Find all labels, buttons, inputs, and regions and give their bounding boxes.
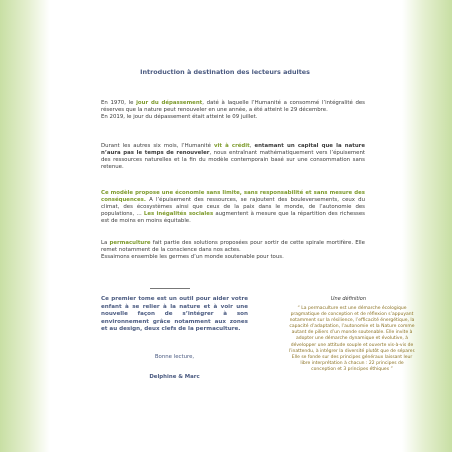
p1-text-d: En 2019, le jour du dépassement était atteint le 09 juillet. <box>101 114 258 120</box>
greeting: Bonne lecture, <box>154 354 195 360</box>
paragraph-model <box>101 190 365 225</box>
paragraph-credit <box>101 143 365 171</box>
page-title: Introduction à destination des lecteurs adultes <box>140 68 310 76</box>
divider <box>150 288 190 289</box>
paragraph-permaculture <box>101 240 365 261</box>
p2-highlight-credit: vit à crédit <box>213 143 250 149</box>
p4-text-a: La <box>101 240 110 246</box>
p2-text-c: , <box>249 143 255 149</box>
p3-text-b: A l’épuisement des ressources, se rajoutent des bouleversements, ceux du climat, des écosystèmes ainsi que ceux de la paix dans le monde, de l’autonomie des populations, … <box>101 197 365 217</box>
p3-text-d: augmentent à mesure que la répartition des richesses est de moins en moins équitable. <box>101 211 365 224</box>
p1-highlight: jour du dépassement <box>136 100 203 106</box>
signature: Delphine & Marc <box>149 374 200 380</box>
p4-text-d: Essaimons ensemble les germes d’un monde soutenable pour tous. <box>101 254 284 260</box>
p3-highlight-inequality: Les inégalités sociales <box>143 211 214 217</box>
p1-text-c: , daté à laquelle l’Humanité a consommé l’intégralité des réserves que la nature peut renouveler en une année, a été atteint le 29 décembre. <box>101 100 365 113</box>
p1-text-a: En 1970, le <box>101 100 137 106</box>
definition-text: “ La permaculture est une démarche écologique pragmatique de conception et de réflexion s’appuyant notamment sur la résilience, l’efficacité énergétique, la capacité d’adaptation, l’autonomie et la Nature comme autant de piliers d’un monde soutenable. Elle invite à adopter une démarche dynamique et évolutive, à développer une attitude souple et ouverte vis-à-vis de l’inattendu, à intégrer la diversité plutôt que de séparer. Elle se fonde sur des principes généraux laissant leur libre interprétation à chacun : 22 principes de conception et 3 principes éthiques ” <box>288 306 416 372</box>
paragraph-overshoot-day <box>101 100 365 121</box>
p2-text-e: , nous entraînant mathématiquement vers l’épuisement des ressources naturelles et la fin du modèle contemporain basé sur une consommation sans retenue. <box>101 150 365 170</box>
closing-paragraph: Ce premier tome est un outil pour aider votre enfant à se relier à la nature et à voir une nouvelle façon de s’intégrer à son environnement grâce notamment aux zones et au design, deux clefs de la permaculture. <box>101 296 248 333</box>
definition-label: Une définition <box>330 296 366 302</box>
p2-highlight-capital: entamant un capital que la nature n’aura pas le temps de renouveler <box>101 143 365 156</box>
p2-text-a: Durant les autres six mois, l’Humanité <box>101 143 214 149</box>
p3-highlight-model: Ce modèle propose une économie sans limite, sans responsabilité et sans mesure des conséquences. <box>101 190 365 203</box>
p4-text-c: fait partie des solutions proposées pour sortir de cette spirale mortifère. Elle remet notamment de la conscience dans nos actes. <box>101 240 365 253</box>
p4-highlight-permaculture: permaculture <box>109 240 151 246</box>
